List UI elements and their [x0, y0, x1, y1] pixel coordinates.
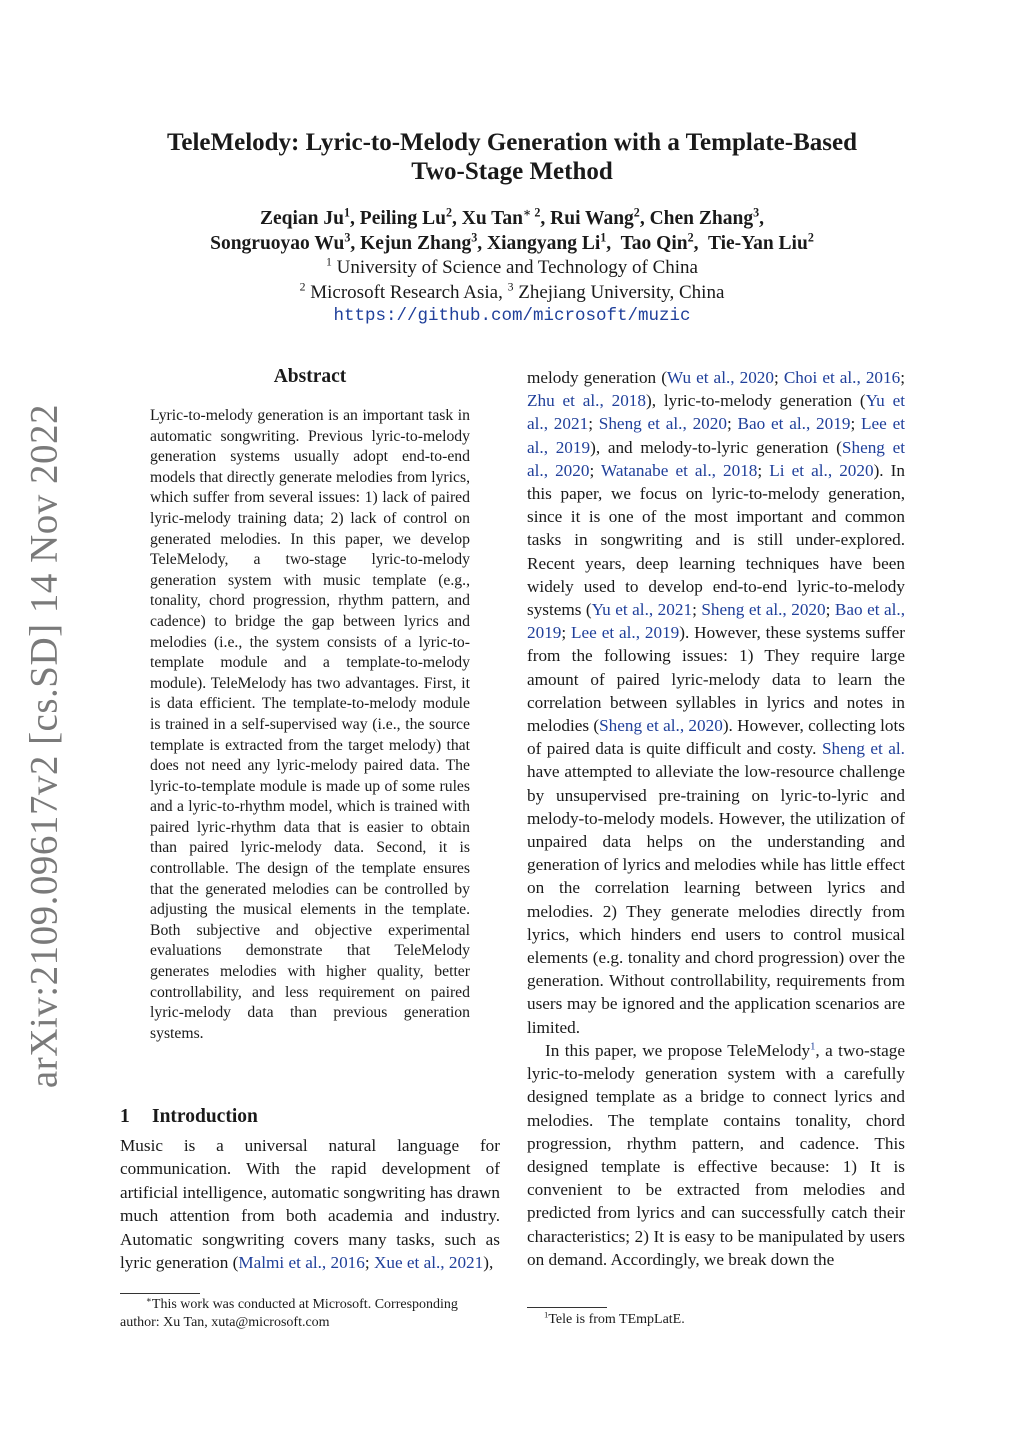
abstract-heading: Abstract — [273, 366, 347, 387]
title-line-2: Two-Stage Method — [411, 158, 613, 185]
author-name: Peiling Lu — [359, 208, 446, 229]
citation-link[interactable]: Bao et al., 2019 — [527, 600, 905, 643]
section-title: Introduction — [152, 1106, 258, 1127]
citation-link[interactable]: Bao et al., 2019 — [737, 414, 851, 434]
section-number: 1 — [120, 1106, 130, 1127]
author-name: Songruoyao Wu — [210, 233, 345, 254]
citation-link[interactable]: Lee et al., 2019 — [571, 623, 680, 643]
repo-link[interactable]: https://github.com/microsoft/muzic — [333, 306, 691, 326]
paper-title — [120, 128, 904, 186]
text-run: ; — [850, 414, 862, 434]
text-run: melody generation ( — [527, 368, 667, 387]
arxiv-stamp — [16, 403, 72, 1089]
affil-mark: 3 — [507, 280, 514, 294]
text-run: ; — [561, 623, 572, 643]
citation-link[interactable]: Wu et al., 2020 — [666, 368, 774, 387]
citation-link[interactable]: Yu et al., 2021 — [527, 391, 905, 434]
text-run: ; — [589, 460, 602, 480]
author-name: Rui Wang — [550, 208, 634, 229]
footnote-left — [120, 1296, 500, 1332]
citation-link[interactable]: Sheng et al., 2020 — [701, 600, 826, 620]
footnote-text: This work was conducted at Microsoft. Corresponding author: Xu Tan, xuta@microsoft.com — [120, 1297, 458, 1330]
text-run: , a two-stage lyric-to-melody generation system with a carefully designed template as a bridge to connect lyrics and melodies. The template contains tonality, chord progression, rhythm pattern, and cadence. This designed template is effective because: 1) It is convenient to be extracted from melodies and predicted from lyrics and can successfully catch their characteristics; 2) It is easy to be manipulated by users on demand. Accordingly, we break down the — [527, 1040, 906, 1269]
paragraph-proposal — [527, 1039, 905, 1271]
author-line-2: Songruoyao Wu$^3$, Kejun Zhang$^3$, Xiangyang Li$^1$, Tao Qin$^2$, Tie-Yan Liu$^2$ — [210, 230, 814, 254]
author-affil-mark: 2 — [807, 230, 814, 245]
author-affil-mark: 3 — [753, 205, 760, 220]
footnote-ref[interactable]: 1 — [810, 1041, 816, 1053]
intro-paragraph — [120, 1134, 500, 1274]
author-affil-mark: 2 — [445, 205, 452, 220]
citation-link[interactable]: Sheng et al., 2020 — [598, 414, 727, 434]
author-name: Tao Qin — [620, 233, 688, 254]
right-column — [527, 366, 905, 1271]
author-affil-mark: ∗ 2 — [523, 205, 541, 220]
text-run: Music is a universal natural language for communication. With the rapid development of artificial intelligence, automatic songwriting has drawn much attention from both academia and industry. Automatic songwriting covers many tasks, such as lyric generation ( — [120, 1136, 500, 1273]
author-name: Xiangyang Li — [487, 233, 601, 254]
author-line-1: Zeqian Ju$^1$, Peiling Lu$^2$, Xu Tan$^{∗ 2}$, Rui Wang$^2$, Chen Zhang$^3$, — [259, 205, 765, 229]
citation-link[interactable]: Sheng et al. — [821, 739, 905, 759]
paragraph-related-work — [527, 366, 905, 1039]
affil-mark: 1 — [326, 255, 332, 269]
author-name: Chen Zhang — [649, 208, 754, 229]
footnote-mark: ∗ — [146, 1294, 152, 1305]
citation-link[interactable]: Choi et al., 2016 — [783, 368, 901, 387]
text-run: have attempted to alleviate the low-resource challenge by unsupervised pre-training on lyric-to-lyric and melody-to-melody models. However, the utilization of unpaired data helps on the understanding and generation of lyrics and melodies while has little effect on the correlation learning between lyrics and melodies. 2) They generate melodies directly from lyrics, which hinders end users to control musical elements (e.g. tonality and chord progression) over the generation. Without controllability, requirements from users may be ignored and the application scenarios are limited. — [527, 762, 905, 1037]
author-affil-mark: 2 — [633, 205, 640, 220]
citation-link[interactable]: Xue et al., 2021 — [373, 1253, 484, 1273]
citation-link[interactable]: Sheng et al., 2020 — [599, 716, 723, 736]
author-affil-mark: 3 — [344, 230, 351, 245]
author-affil-mark: 1 — [343, 205, 351, 220]
text-run: ). However, collecting lots of paired data is quite difficult and costy. — [527, 716, 905, 759]
citation-link[interactable]: Sheng et al., 2020 — [527, 437, 906, 480]
title-line-1: TeleMelody: Lyric-to-Melody Generation with a Template-Based — [167, 129, 857, 156]
text-run: ; — [900, 368, 905, 387]
text-run: ; — [588, 414, 599, 434]
footnote-mark: 1 — [544, 1309, 549, 1320]
footnote-right — [527, 1311, 905, 1329]
citation-link[interactable]: Malmi et al., 2016 — [238, 1253, 365, 1273]
affil-text: University of Science and Technology of China — [331, 257, 698, 278]
author-affil-mark: 2 — [687, 230, 694, 245]
citation-link[interactable]: Lee et al., 2019 — [527, 414, 905, 457]
author-list — [120, 206, 904, 256]
text-run: ), and melody-to-lyric generation ( — [590, 437, 842, 457]
affiliation-2 — [120, 281, 904, 305]
affil-text: Microsoft Research Asia, — [305, 282, 508, 303]
author-affil-mark: 1 — [600, 230, 607, 245]
footnote-text: Tele is from TEmpLatE. — [548, 1312, 685, 1327]
affil-text: Zhejiang University, China — [513, 282, 725, 303]
text-run: ), — [483, 1253, 494, 1273]
footnote-rule — [527, 1307, 607, 1308]
author-affil-mark: 3 — [471, 230, 478, 245]
text-run: ). However, these systems suffer from the following issues: 1) They require large amount of paired lyric-melody data to learn the correlation between syllables in lyrics and notes in melodies ( — [527, 623, 905, 736]
citation-link[interactable]: Zhu et al., 2018 — [527, 391, 646, 411]
text-run: ; — [364, 1253, 374, 1273]
text-run: ; — [726, 414, 738, 434]
footnote-rule — [120, 1293, 200, 1294]
text-run: ; — [692, 600, 702, 620]
author-name: Zeqian Ju — [259, 208, 344, 229]
arxiv-id: arXiv:2109.09617v2 [cs.SD] 14 Nov 2022 — [22, 403, 66, 1089]
author-name: Xu Tan — [461, 208, 523, 229]
author-name: Kejun Zhang — [360, 233, 472, 254]
text-run: ). In this paper, we focus on lyric-to-melody generation, since it is one of the most important and common tasks in songwriting and is still under-explored. Recent years, deep learning techniques have been widely used to develop end-to-end lyric-to-melody systems ( — [527, 460, 906, 620]
author-name: Tie-Yan Liu — [707, 233, 808, 254]
citation-link[interactable]: Watanabe et al., 2018 — [601, 460, 758, 480]
text-run: ; — [774, 368, 784, 387]
citation-link[interactable]: Li et al., 2020 — [769, 460, 874, 480]
section-heading — [120, 1106, 258, 1128]
text-run: ; — [825, 600, 835, 620]
affil-mark: 2 — [299, 280, 306, 294]
citation-link[interactable]: Yu et al., 2021 — [591, 600, 693, 620]
affiliation-1 — [120, 256, 904, 280]
abstract-body: Lyric-to-melody generation is an important task in automatic songwriting. Previous lyric-to-melody generation systems usually adopt end-to-end models that directly generate melodies from lyrics, which suffer from several issues: 1) lack of paired lyric-melody training data; 2) lack of control on generated melodies. In this paper, we develop TeleMelody, a two-stage lyric-to-melody generation system with music template (e.g., tonality, chord progression, rhythm pattern, and cadence) to bridge the gap between lyrics and melodies (i.e., the system consists of a lyric-to-template module and a template-to-melody module). TeleMelody has two advantages. First, it is data efficient. The template-to-melody module is trained in a self-supervised way (i.e., the source template is extracted from the target melody) that does not need any lyric-melody paired data. The lyric-to-template module is made up of some rules and a lyric-to-rhythm model, which is trained with paired lyric-rhythm data that is easier to obtain than paired lyric-melody data. Second, it is controllable. The design of the template ensures that the generated melodies can be controlled by adjusting the musical elements in the template. Both subjective and objective experimental evaluations demonstrate that TeleMelody generates melodies with higher quality, better controllability, and less requirement on paired lyric-melody data than previous generation systems. — [150, 407, 470, 1042]
text-run: In this paper, we propose TeleMelody — [545, 1040, 811, 1060]
text-run: ), lyric-to-melody generation ( — [645, 391, 866, 411]
text-run: ; — [757, 460, 770, 480]
